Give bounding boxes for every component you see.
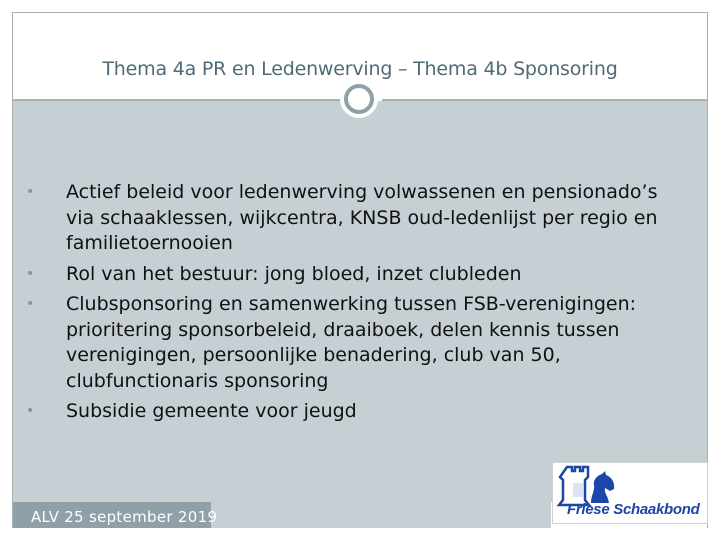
- footer-date: ALV 25 september 2019: [31, 508, 218, 526]
- bullet-item: [26, 292, 686, 394]
- bullet-icon: •: [26, 265, 35, 282]
- ring-icon: [344, 84, 374, 114]
- bullet-text: Actief beleid voor ledenwerving volwassenen en pensionado’s via schaaklessen, wijkcentra, KNSB oud-ledenlijst per regio en familietoernooien: [66, 181, 658, 254]
- footer-bar-light: [211, 502, 551, 528]
- bullet-list: [26, 180, 686, 430]
- bullet-icon: •: [26, 296, 35, 312]
- slide-title: Thema 4a PR en Ledenwerving – Thema 4b Sponsoring: [102, 58, 618, 80]
- bullet-text: Subsidie gemeente voor jeugd: [66, 400, 357, 422]
- bullet-text: Clubsponsoring en samenwerking tussen FSB-verenigingen: prioritering sponsorbeleid, draaiboek, delen kennis tussen verenigingen, persoonlijke benadering, club van 50, clubfunctionaris sponsoring: [66, 293, 637, 392]
- bullet-item: [26, 262, 686, 288]
- logo-text: Friese Schaakbond: [567, 501, 700, 518]
- bullet-icon: •: [26, 403, 35, 419]
- bullet-text: Rol van het bestuur: jong bloed, inzet clubleden: [66, 262, 522, 285]
- bullet-icon: •: [26, 184, 35, 200]
- bullet-item: [26, 180, 686, 257]
- logo: [552, 462, 708, 524]
- bullet-item: [26, 399, 686, 425]
